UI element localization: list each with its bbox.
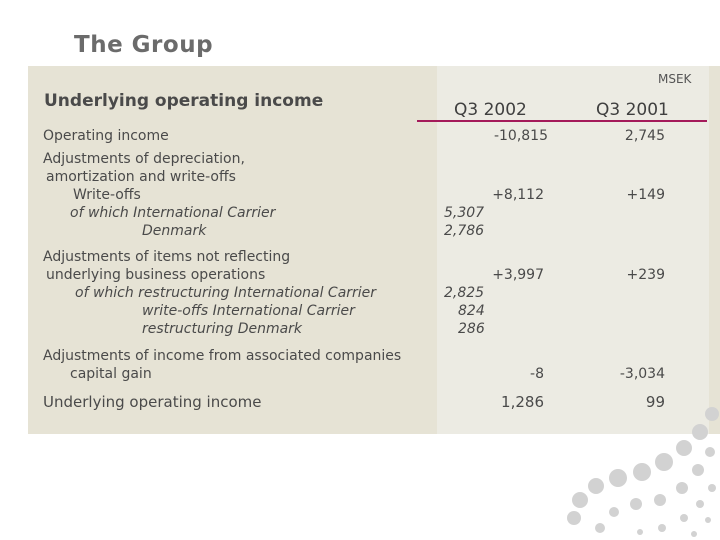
- value-adj-items-2001: +239: [626, 267, 665, 283]
- unit-label: MSEK: [658, 72, 692, 86]
- value-denmark: 2,786: [444, 223, 485, 239]
- row-label-capital-gain: capital gain: [70, 366, 152, 382]
- value-capital-gain-2001: -3,034: [619, 366, 665, 382]
- column-header-q3-2001: Q3 2001: [596, 100, 669, 120]
- row-label-adj-items: Adjustments of items not reflecting: [43, 249, 291, 265]
- row-label-of-which-restructuring: of which restructuring International Carrier: [75, 285, 377, 301]
- header-divider: [417, 120, 707, 122]
- table-heading: Underlying operating income: [44, 91, 324, 111]
- value-total-2002: 1,286: [501, 393, 544, 411]
- row-label-adj-depreciation: Adjustments of depreciation,: [43, 151, 245, 167]
- row-label-operating-income: Operating income: [43, 128, 169, 144]
- row-label-writeoffs: Write-offs: [73, 187, 141, 203]
- value-operating-income-2002: -10,815: [493, 128, 548, 144]
- row-label-denmark: Denmark: [142, 223, 207, 239]
- value-capital-gain-2002: -8: [530, 366, 544, 382]
- row-label-restructuring-denmark: restructuring Denmark: [142, 321, 303, 337]
- row-label-writeoffs-intl: write-offs International Carrier: [142, 303, 355, 319]
- value-writeoffs-2001: +149: [626, 187, 665, 203]
- row-label-total: Underlying operating income: [43, 393, 262, 411]
- value-writeoffs-2002: +8,112: [492, 187, 544, 203]
- value-writeoffs-intl: 824: [458, 303, 485, 319]
- value-restructuring: 2,825: [444, 285, 485, 301]
- row-label-adj-depreciation-line2: amortization and write-offs: [46, 169, 236, 185]
- value-adj-items-2002: +3,997: [492, 267, 544, 283]
- slide-title: The Group: [74, 32, 214, 58]
- value-total-2001: 99: [645, 393, 665, 411]
- value-restructuring-denmark: 286: [458, 321, 485, 337]
- row-label-adj-assoc: Adjustments of income from associated companies: [43, 348, 402, 364]
- value-operating-income-2001: 2,745: [624, 128, 665, 144]
- column-header-q3-2002: Q3 2002: [454, 100, 527, 120]
- row-label-of-which-intl: of which International Carrier: [70, 205, 276, 221]
- row-label-adj-items-line2: underlying business operations: [46, 267, 266, 283]
- value-of-which-intl: 5,307: [444, 205, 485, 221]
